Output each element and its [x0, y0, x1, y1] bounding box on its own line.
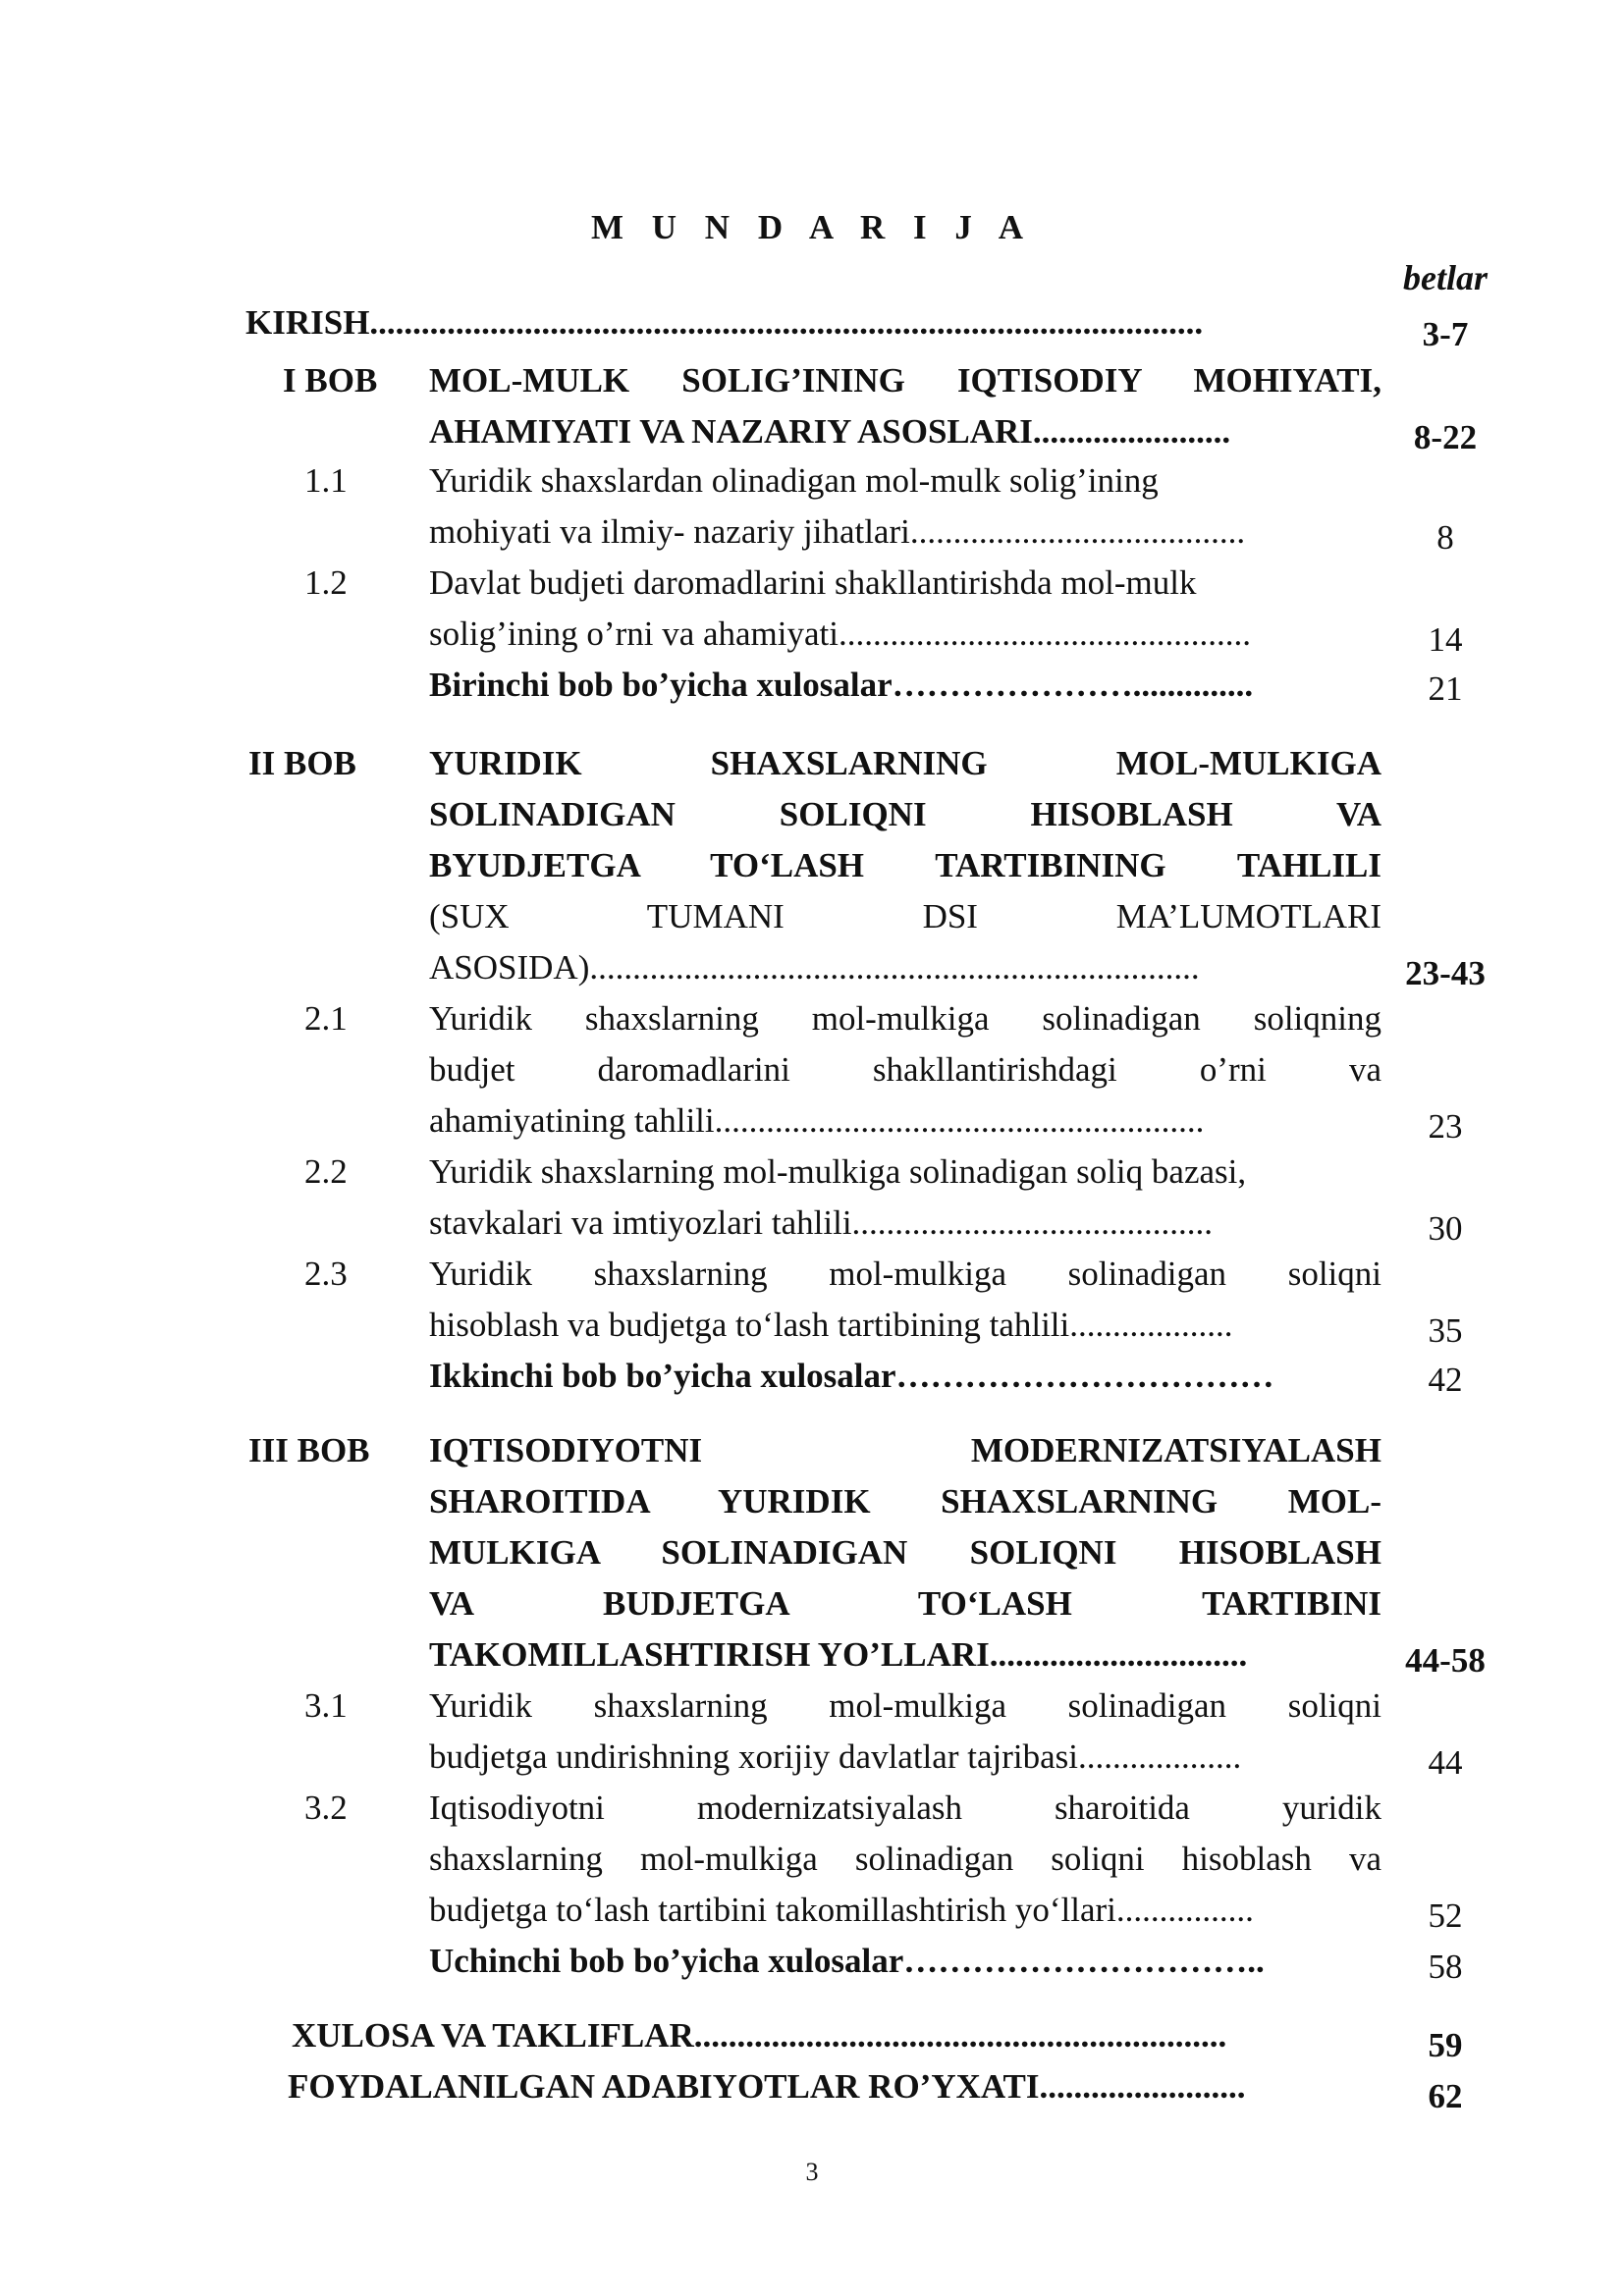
page-chapter1: 8-22 [1413, 418, 1478, 456]
section-number: 2.1 [304, 999, 348, 1038]
section-line: solig’ining o’rni va ahamiyati................................................ [429, 614, 1251, 653]
chapter1-title-line: MOL-MULK SOLIG’INING IQTISODIY MOHIYATI, [429, 361, 1381, 400]
toc-entry-references: FOYDALANILGAN ADABIYOTLAR RO’YXATI........................ [288, 2067, 1246, 2106]
toc-entry-conclusion: XULOSA VA TAKLIFLAR.............................................................. [292, 2016, 1227, 2055]
page-section: 35 [1428, 1311, 1463, 1350]
chapter2-title-line: ASOSIDA)....................................................................... [429, 948, 1200, 987]
page-summary: 58 [1428, 1948, 1463, 1986]
chapter1-label: I BOB [283, 361, 378, 400]
page-chapter3: 44-58 [1405, 1641, 1486, 1680]
page-chapter2: 23-43 [1405, 954, 1486, 992]
chapter3-title-line: IQTISODIYOTNI MODERNIZATSIYALASH [429, 1431, 1381, 1469]
section-line: budjet daromadlarini shakllantirishdagi o’rni va [429, 1050, 1381, 1089]
toc-entry-kirish: KIRISH................................................................................................. [245, 303, 1204, 342]
section-line: Iqtisodiyotni modernizatsiyalash sharoitida yuridik [429, 1789, 1381, 1827]
page-section: 23 [1428, 1107, 1463, 1146]
section-line: mohiyati va ilmiy- nazariy jihatlari....................................... [429, 512, 1246, 551]
section-number: 2.3 [304, 1255, 348, 1293]
section-line: Yuridik shaxslarning mol-mulkiga solinadigan soliqning [429, 999, 1381, 1038]
section-number: 2.2 [304, 1152, 348, 1191]
chapter3-title-line: TAKOMILLASHTIRISH YO’LLARI.............................. [429, 1635, 1248, 1674]
page-references: 62 [1428, 2077, 1463, 2115]
section-line: stavkalari va imtiyozlari tahlili.......................................... [429, 1203, 1214, 1242]
chapter1-title-line: AHAMIYATI VA NAZARIY ASOSLARI....................... [429, 412, 1231, 451]
chapter3-title-line: SHAROITIDA YURIDIK SHAXSLARNING MOL- [429, 1482, 1381, 1521]
chapter1-summary: Birinchi bob bo’yicha xulosalar………………….............. [429, 666, 1254, 704]
section-line: hisoblash va budjetga to‘lash tartibining tahlili................... [429, 1306, 1233, 1344]
chapter2-summary: Ikkinchi bob bo’yicha xulosalar…………………………… [429, 1357, 1274, 1395]
chapter3-label: III BOB [248, 1431, 370, 1469]
section-line: shaxslarning mol-mulkiga solinadigan soliqni hisoblash va [429, 1840, 1381, 1878]
section-line: Yuridik shaxslardan olinadigan mol-mulk solig’ining [429, 461, 1159, 500]
section-number: 3.2 [304, 1789, 348, 1827]
page-section: 30 [1428, 1209, 1463, 1248]
section-line: budjetga to‘lash tartibini takomillashtirish yo‘llari................ [429, 1891, 1254, 1929]
chapter2-title-line: (SUX TUMANI DSI MA’LUMOTLARI [429, 897, 1381, 935]
page-section: 8 [1436, 518, 1454, 557]
section-line: Davlat budjeti daromadlarini shakllantirishda mol-mulk [429, 563, 1197, 602]
page-kirish: 3-7 [1422, 315, 1469, 353]
page-summary: 21 [1428, 669, 1463, 708]
page-number: 3 [805, 2158, 819, 2186]
section-line: Yuridik shaxslarning mol-mulkiga solinadigan soliq bazasi, [429, 1152, 1247, 1191]
page-section: 44 [1428, 1743, 1463, 1782]
chapter2-title-line: YURIDIK SHAXSLARNING MOL-MULKIGA [429, 744, 1381, 782]
section-line: Yuridik shaxslarning mol-mulkiga solinadigan soliqni [429, 1686, 1381, 1725]
chapter2-title-line: BYUDJETGA TO‘LASH TARTIBINING TAHLILI [429, 846, 1381, 884]
chapter3-summary: Uchinchi bob bo’yicha xulosalar………………………….. [429, 1942, 1265, 1980]
page-conclusion: 59 [1428, 2026, 1463, 2064]
page-section: 52 [1428, 1896, 1463, 1935]
section-line: ahamiyatining tahlili......................................................... [429, 1101, 1205, 1140]
chapter3-title-line: VA BUDJETGA TO‘LASH TARTIBINI [429, 1584, 1381, 1623]
toc-title: M U N D A R I J A [590, 208, 1034, 246]
section-number: 1.2 [304, 563, 348, 602]
chapter3-title-line: MULKIGA SOLINADIGAN SOLIQNI HISOBLASH [429, 1533, 1381, 1572]
chapter2-title-line: SOLINADIGAN SOLIQNI HISOBLASH VA [429, 795, 1381, 833]
section-line: budjetga undirishning xorijiy davlatlar tajribasi................... [429, 1737, 1242, 1776]
chapter2-label: II BOB [248, 744, 356, 782]
section-number: 3.1 [304, 1686, 348, 1725]
page-section: 14 [1428, 620, 1463, 659]
section-number: 1.1 [304, 461, 348, 500]
section-line: Yuridik shaxslarning mol-mulkiga solinadigan soliqni [429, 1255, 1381, 1293]
pages-column-header: betlar [1403, 258, 1488, 297]
page-summary: 42 [1428, 1361, 1463, 1399]
